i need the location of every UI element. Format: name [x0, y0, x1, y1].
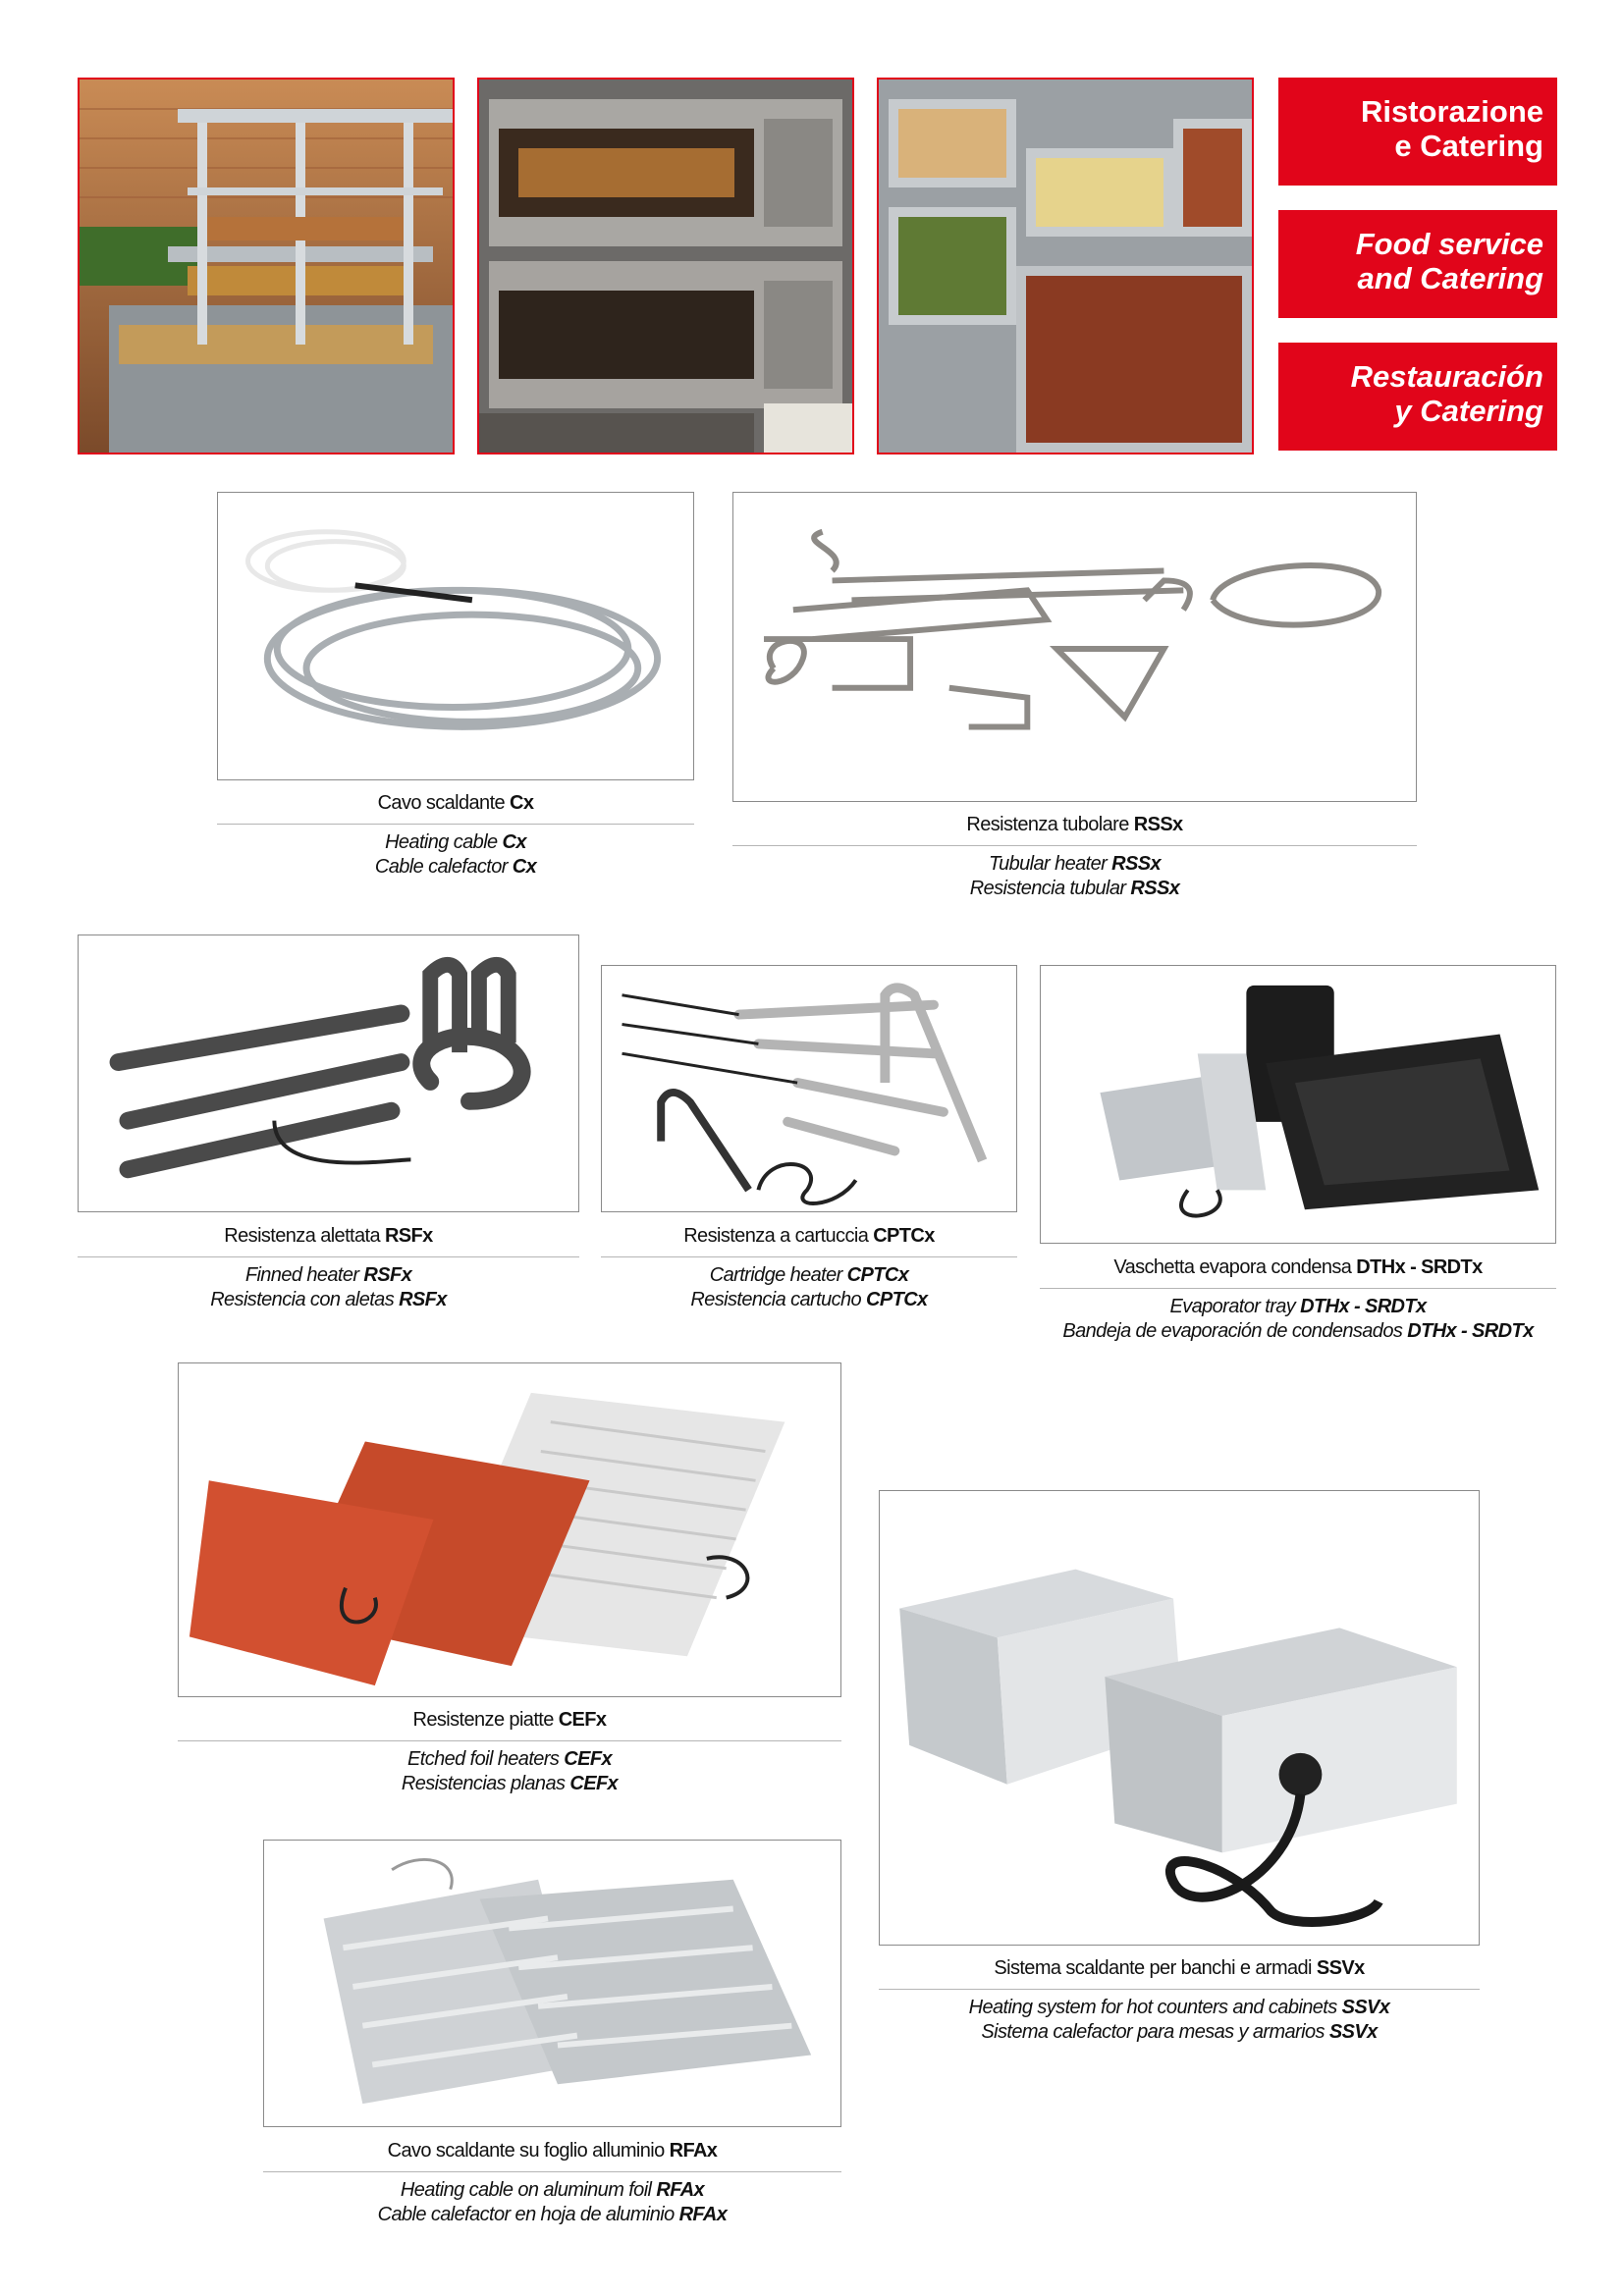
- banner-italian-line1: Ristorazione: [1360, 94, 1543, 129]
- product-image-cefx: [178, 1362, 841, 1697]
- caption-ssvx: [879, 1956, 1480, 2045]
- caption-cx-spanish: Cable calefactor Cx: [374, 856, 537, 878]
- caption-ssvx-italian: Sistema scaldante per banchi e armadi SSVx: [879, 1956, 1480, 1990]
- caption-rsfx-italian: Resistenza alettata RSFx: [78, 1224, 579, 1257]
- product-image-rsfx: [78, 934, 579, 1212]
- caption-rsfx: [78, 1224, 579, 1312]
- photo-display-counter: [78, 78, 455, 454]
- caption-cptcx: [601, 1224, 1017, 1312]
- caption-cefx-english: Etched foil heaters CEFx: [407, 1748, 612, 1770]
- banner-english: [1278, 210, 1557, 318]
- caption-dthx-english: Evaporator tray DTHx - SRDTx: [1169, 1296, 1427, 1317]
- caption-cptcx-italian: Resistenza a cartuccia CPTCx: [601, 1224, 1017, 1257]
- caption-rssx: [732, 813, 1417, 901]
- caption-ssvx-spanish: Sistema calefactor para mesas y armarios SSVx: [981, 2021, 1378, 2043]
- banner-english-line1: Food service: [1355, 227, 1543, 261]
- product-image-cx: [217, 492, 694, 780]
- banner-spanish-line2: y Catering: [1394, 394, 1543, 428]
- product-image-ssvx: [879, 1490, 1480, 1946]
- caption-rfax-english: Heating cable on aluminum foil RFAx: [400, 2179, 705, 2201]
- caption-cptcx-english: Cartridge heater CPTCx: [709, 1264, 909, 1286]
- caption-dthx-italian: Vaschetta evapora condensa DTHx - SRDTx: [1040, 1255, 1556, 1289]
- caption-rssx-english: Tubular heater RSSx: [988, 853, 1162, 875]
- caption-cx-english: Heating cable Cx: [385, 831, 526, 853]
- caption-ssvx-english: Heating system for hot counters and cabinets SSVx: [968, 1997, 1390, 2018]
- banner-spanish: [1278, 343, 1557, 451]
- caption-rsfx-spanish: Resistencia con aletas RSFx: [210, 1289, 447, 1310]
- caption-rfax: [263, 2139, 841, 2227]
- caption-cx-italian: Cavo scaldante Cx: [217, 791, 694, 825]
- product-image-rssx: [732, 492, 1417, 802]
- photo-buffet-trays: [877, 78, 1254, 454]
- banner-italian: [1278, 78, 1557, 186]
- caption-cefx: [178, 1708, 841, 1796]
- caption-cefx-italian: Resistenze piatte CEFx: [178, 1708, 841, 1741]
- product-image-dthx-srdtx: [1040, 965, 1556, 1244]
- caption-rfax-spanish: Cable calefactor en hoja de aluminio RFAx: [377, 2204, 728, 2225]
- caption-rssx-italian: Resistenza tubolare RSSx: [732, 813, 1417, 846]
- banner-english-line2: and Catering: [1357, 261, 1543, 295]
- product-image-cptcx: [601, 965, 1017, 1212]
- product-image-rfax: [263, 1840, 841, 2127]
- caption-cefx-spanish: Resistencias planas CEFx: [401, 1773, 619, 1794]
- banner-spanish-line1: Restauración: [1350, 359, 1543, 394]
- caption-rfax-italian: Cavo scaldante su foglio alluminio RFAx: [263, 2139, 841, 2172]
- caption-cx: [217, 791, 694, 880]
- banner-italian-line2: e Catering: [1394, 129, 1543, 163]
- photo-deck-ovens: [477, 78, 854, 454]
- caption-cptcx-spanish: Resistencia cartucho CPTCx: [690, 1289, 928, 1310]
- caption-rssx-spanish: Resistencia tubular RSSx: [969, 878, 1180, 899]
- caption-dthx-srdtx: [1040, 1255, 1556, 1344]
- caption-rsfx-english: Finned heater RSFx: [244, 1264, 412, 1286]
- caption-dthx-spanish: Bandeja de evaporación de condensados DTHx - SRDTx: [1062, 1320, 1534, 1342]
